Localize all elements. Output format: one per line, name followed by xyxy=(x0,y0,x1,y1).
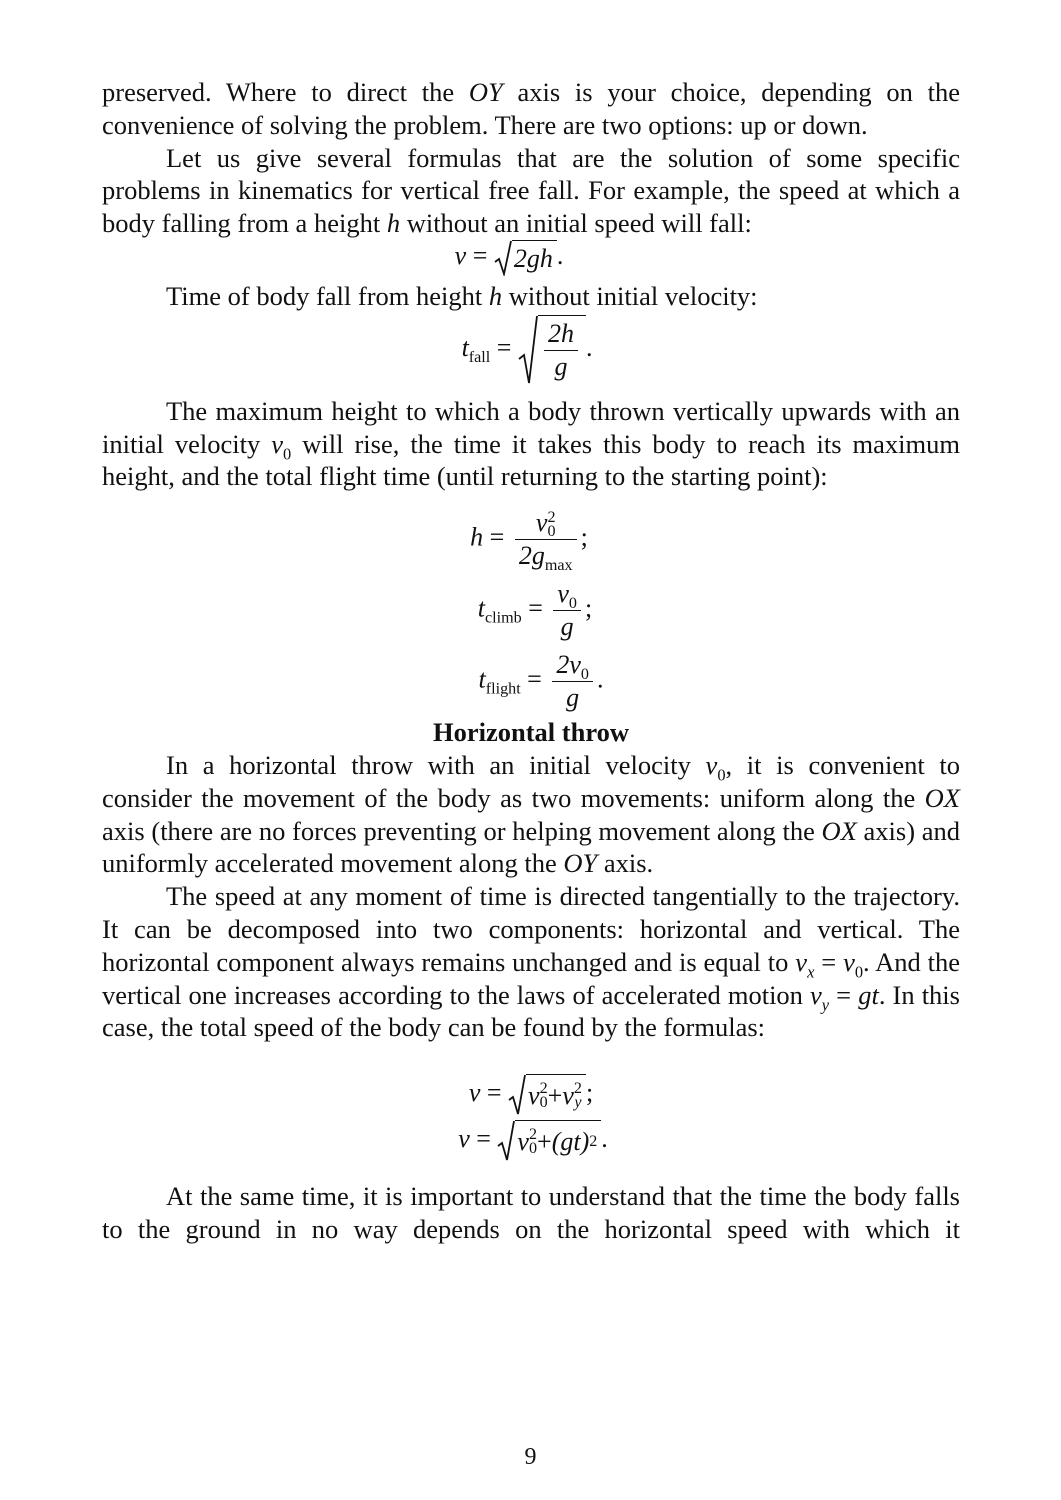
sqrt-sign: 2gh xyxy=(494,240,557,276)
sqrt-sign: v 2 0 + v 2 y xyxy=(508,1074,586,1116)
fraction: $\frac{v_0}{g}$ xyxy=(553,578,581,643)
paragraph-6: The speed at any moment of time is directed tangentially to the trajectory. It can be decomposed into two components: horizontal and vertical. The horizontal component always remains unchanged and is equal to $v_x = v_0$. And the vertical one increases according to the laws of accelerated motion $v_y$ = gt. In this case, the total speed of the body can be found by the formulas: xyxy=(102,881,960,1043)
formula-fall-time: $t_{fall}$ = $\frac{2h}{g}$ . xyxy=(98,315,956,385)
formula-flight-time: $t_{flight}$ = $\frac{2v_0}{g}$ . xyxy=(478,650,604,713)
sqrt-sign xyxy=(518,315,586,385)
formula-speed-free-fall: v = 2gh . xyxy=(80,240,938,276)
formula-climb-time: $t_{climb}$ = $\frac{v_0}{g}$ ; xyxy=(477,579,593,642)
fraction: $\frac{2v_0}{g}$ xyxy=(552,649,593,714)
page-number: 9 xyxy=(524,1444,537,1470)
paragraph-1: preserved. Where to direct the OY axis is your choice, depending on the convenience of solving the problem. There are two options: up or down. xyxy=(102,77,960,140)
formula-max-height: h = v 2 0 $2g_{max}$ ; xyxy=(470,508,588,575)
fraction: $\frac{2h}{g}$ xyxy=(544,318,578,383)
sqrt-sign: v 2 0 + (gt) 2 xyxy=(497,1120,601,1162)
paragraph-5: In a horizontal throw with an initial velocity $v_0$, it is convenient to consider the movement of the body as two movements: uniform along the OX axis (there are no forces preventing or helping movement along the OX axis) and uniformly accelerated movement along the OY axis. xyxy=(102,750,960,879)
formula-total-speed-components: v = v 2 0 + v 2 y ; xyxy=(102,1074,960,1116)
section-title: Horizontal throw xyxy=(432,717,630,748)
paragraph-2: Let us give several formulas that are the solution of some specific problems in kinematics for vertical free fall. For example, the speed at which a body falling from a height h without an initial speed will fall: xyxy=(102,142,960,239)
fraction: v 2 0 $2g_{max}$ xyxy=(515,507,577,572)
formula-total-speed-gt: v = v 2 0 + (gt) 2 . xyxy=(104,1120,962,1162)
paragraph-4: The maximum height to which a body thrown vertically upwards with an initial velocity $v_0$ will rise, the time it takes this body to reach its maximum height, and the total flight time (until returning to the starting point): xyxy=(102,395,960,492)
document-page xyxy=(102,76,960,1246)
paragraph-3: Time of body fall from height h without initial velocity: xyxy=(166,281,758,312)
paragraph-7: At the same time, it is important to understand that the time the body falls to the ground in no way depends on the horizontal speed with which it xyxy=(102,1181,960,1244)
